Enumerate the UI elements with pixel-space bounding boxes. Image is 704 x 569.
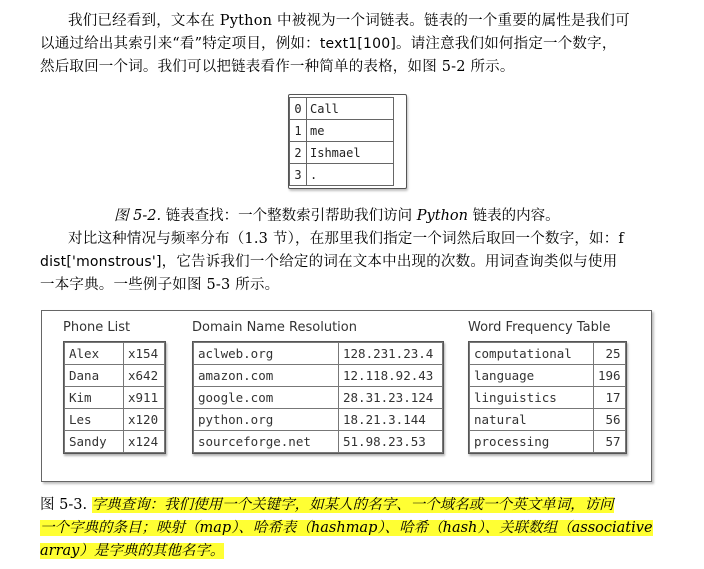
- paragraph-intro: [40, 10, 670, 79]
- phone-name-cell: Dana: [65, 365, 124, 387]
- frequency-row: [470, 343, 626, 365]
- frequency-row: [470, 431, 626, 453]
- frequency-row: [470, 387, 626, 409]
- phone-list-title: Phone List: [63, 320, 131, 335]
- paragraph-comparison: [40, 228, 670, 297]
- phone-list-table-wrap: [63, 341, 166, 454]
- domain-name-cell: google.com: [194, 387, 339, 409]
- figure-5-3-caption: [40, 494, 680, 563]
- para2-line2: [40, 251, 670, 274]
- list-row: [290, 142, 394, 164]
- word-frequency-title: Word Frequency Table: [468, 320, 611, 335]
- code-fdist: dist['monstrous']: [40, 254, 162, 270]
- phone-name-cell: Sandy: [65, 431, 124, 453]
- list-index-cell: 1: [290, 120, 307, 142]
- para1-line1: 我们已经看到，文本在 Python 中被视为一个词链表。链表的一个重要的属性是我们可: [68, 13, 630, 29]
- domain-name-cell: python.org: [194, 409, 339, 431]
- domain-row: [194, 365, 443, 387]
- frequency-row: [470, 365, 626, 387]
- para2-line3: 一本字典。一些例子如图 5-3 所示。: [40, 277, 280, 293]
- domain-table: [193, 342, 443, 453]
- phone-name-cell: Les: [65, 409, 124, 431]
- ip-address-cell: 128.231.23.4: [339, 343, 443, 365]
- para1-line2: [40, 33, 670, 56]
- list-row: [290, 120, 394, 142]
- caption52-text: [166, 208, 560, 224]
- domain-row: [194, 409, 443, 431]
- word-cell: computational: [470, 343, 594, 365]
- caption53-label: 图 5-3.: [40, 497, 88, 513]
- caption52-text-post: 链表的内容。: [467, 208, 560, 224]
- phone-extension-cell: x642: [124, 365, 165, 387]
- ip-address-cell: 28.31.23.124: [339, 387, 443, 409]
- list-value-cell: .: [307, 164, 394, 186]
- count-cell: 56: [594, 409, 626, 431]
- domain-row: [194, 431, 443, 453]
- caption53-line1: [40, 494, 680, 517]
- phone-list-table: [64, 342, 165, 453]
- phone-name-cell: Kim: [65, 387, 124, 409]
- phone-row: [65, 365, 165, 387]
- list-index-cell: 2: [290, 142, 307, 164]
- word-frequency-table-wrap: [468, 341, 627, 454]
- domain-title: Domain Name Resolution: [192, 320, 357, 335]
- ip-address-cell: 18.21.3.144: [339, 409, 443, 431]
- phone-extension-cell: x154: [124, 343, 165, 365]
- count-cell: 57: [594, 431, 626, 453]
- caption53-line2: [40, 517, 680, 540]
- domain-row: [194, 387, 443, 409]
- phone-row: [65, 409, 165, 431]
- list-value-cell: me: [307, 120, 394, 142]
- count-cell: 196: [594, 365, 626, 387]
- frequency-row: [470, 409, 626, 431]
- para2-line1: 对比这种情况与频率分布（1.3 节），在那里我们指定一个词然后取回一个数字，如：f: [68, 231, 624, 247]
- list-lookup-figure: [288, 94, 407, 189]
- domain-row: [194, 343, 443, 365]
- list-value-cell: Call: [307, 98, 394, 120]
- word-cell: processing: [470, 431, 594, 453]
- word-cell: language: [470, 365, 594, 387]
- domain-name-cell: aclweb.org: [194, 343, 339, 365]
- ip-address-cell: 12.118.92.43: [339, 365, 443, 387]
- code-text1-index: text1[100]: [319, 36, 397, 52]
- figure-5-2-caption: [114, 204, 560, 225]
- caption53-line1-text: 字典查询：我们使用一个关键字，如某人的名字、一个域名或一个英文单词，访问: [91, 497, 614, 513]
- para2-line2-post: ，它告诉我们一个给定的词在文本中出现的次数。用词查询类似与使用: [161, 254, 618, 270]
- caption53-line2-text: 一个字典的条目；映射（map）、哈希表（hashmap）、哈希（hash）、关联数组（associative: [40, 520, 653, 536]
- phone-extension-cell: x124: [124, 431, 165, 453]
- word-cell: natural: [470, 409, 594, 431]
- list-index-cell: 0: [290, 98, 307, 120]
- domain-table-wrap: [192, 341, 444, 454]
- list-row: [290, 164, 394, 186]
- caption52-label: 图 5-2.: [114, 208, 162, 224]
- caption53-line3: [40, 540, 680, 563]
- caption53-line3-text: array）是字典的其他名字。: [40, 543, 225, 559]
- list-row: [290, 98, 394, 120]
- domain-name-cell: amazon.com: [194, 365, 339, 387]
- dictionary-examples-figure: [41, 310, 652, 482]
- count-cell: 25: [594, 343, 626, 365]
- phone-extension-cell: x911: [124, 387, 165, 409]
- para1-line2-text: 以通过给出其索引来“看”特定项目，例如：: [40, 36, 320, 52]
- caption52-python: Python: [416, 208, 468, 224]
- word-cell: linguistics: [470, 387, 594, 409]
- phone-row: [65, 387, 165, 409]
- phone-row: [65, 343, 165, 365]
- list-table: [289, 97, 394, 186]
- caption52-text-pre: 链表查找：一个整数索引帮助我们访问: [165, 208, 417, 224]
- list-index-cell: 3: [290, 164, 307, 186]
- domain-name-cell: sourceforge.net: [194, 431, 339, 453]
- word-frequency-table: [469, 342, 626, 453]
- para1-line2-post: 。请注意我们如何指定一个数字，: [396, 36, 617, 52]
- phone-name-cell: Alex: [65, 343, 124, 365]
- para1-line3: 然后取回一个词。我们可以把链表看作一种简单的表格，如图 5-2 所示。: [40, 59, 515, 75]
- ip-address-cell: 51.98.23.53: [339, 431, 443, 453]
- count-cell: 17: [594, 387, 626, 409]
- phone-row: [65, 431, 165, 453]
- phone-extension-cell: x120: [124, 409, 165, 431]
- list-value-cell: Ishmael: [307, 142, 394, 164]
